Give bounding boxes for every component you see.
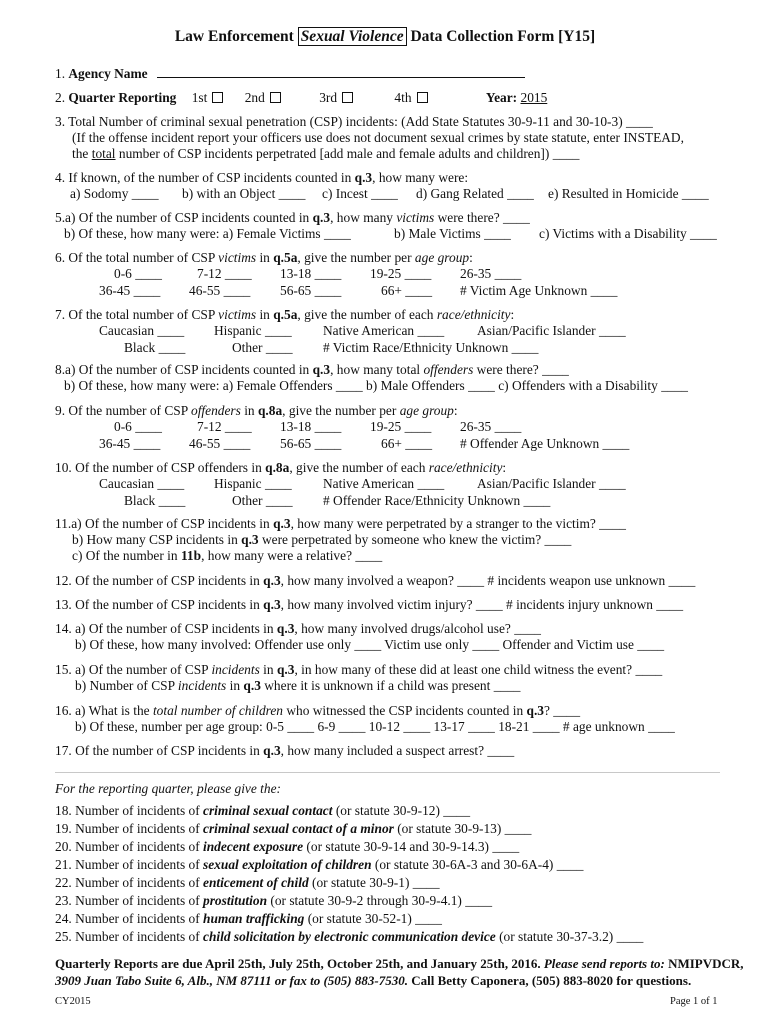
q15-incidents: incidents	[211, 662, 260, 677]
q15-b-in: in	[226, 678, 244, 693]
q4-b: , how many were:	[372, 170, 469, 185]
q1-agency-name	[55, 66, 525, 82]
q5-female: b) Of these, how many were: a) Female Victims ____	[64, 226, 351, 241]
q6-age-56-65: 56-65 ____	[280, 283, 342, 298]
q21-num: 21. Number of incidents of	[55, 857, 204, 872]
q4-object: b) with an Object ____	[182, 186, 306, 201]
q25-statute: (or statute 30-37-3.2) ____	[495, 929, 644, 944]
q7-hispanic: Hispanic ____	[214, 323, 292, 338]
q6-ref: q.5a	[273, 250, 298, 265]
q15-a	[55, 662, 662, 678]
q15-b-ref: q.3	[243, 678, 261, 693]
q15-b-text: b) Number of CSP	[75, 678, 178, 693]
q6-b: in	[256, 250, 274, 265]
q9-age-56-65: 56-65 ____	[280, 436, 342, 451]
q16-a-rest: ? ____	[544, 703, 581, 718]
q15-a-text: 15. a) Of the number of CSP	[55, 662, 212, 677]
q10-b: , give the number of each	[289, 460, 429, 475]
q6-age-7-12: 7-12 ____	[197, 266, 252, 281]
q9-age-0-6: 0-6 ____	[114, 419, 162, 434]
q25-term: child solicitation by electronic communication device	[203, 929, 496, 944]
q22-term: enticement of child	[203, 875, 309, 890]
q11-c-rest: , how many were a relative? ____	[201, 548, 383, 563]
q5-victims: victims	[396, 210, 435, 225]
section-divider	[55, 772, 720, 773]
q22-statute: (or statute 30-9-1) ____	[308, 875, 440, 890]
q9-age-13-18: 13-18 ____	[280, 419, 342, 434]
q7-b: in	[256, 307, 274, 322]
q24-term: human trafficking	[203, 911, 305, 926]
year-value: 2015	[520, 90, 548, 105]
footer-line1	[55, 955, 744, 972]
q11-a-text: 11.a) Of the number of CSP incidents in	[55, 516, 274, 531]
q7-native-american: Native American ____	[323, 323, 445, 338]
q10-caucasian: Caucasian ____	[99, 476, 185, 491]
q9-a: 9. Of the number of CSP	[55, 403, 192, 418]
q4-question	[55, 170, 468, 186]
q16-a-text: 16. a) What is the	[55, 703, 153, 718]
q10-native-american: Native American ____	[323, 476, 445, 491]
q23-num: 23. Number of incidents of	[55, 893, 204, 908]
q3-line3-b: number of CSP incidents perpetrated [add male and female adults and children]) ____	[115, 146, 580, 161]
q4-gang: d) Gang Related ____	[416, 186, 534, 201]
q6-age-group: age group	[414, 250, 470, 265]
q17	[55, 743, 514, 759]
q9-d: :	[453, 403, 458, 418]
q11-c	[72, 548, 382, 564]
q15-in: in	[259, 662, 277, 677]
q24-num: 24. Number of incidents of	[55, 911, 204, 926]
q22	[55, 875, 440, 891]
q8-a: 8.a) Of the number of CSP incidents counted in	[55, 362, 313, 377]
q12-b: , how many involved a weapon? ____ # incidents weapon use unknown ____	[280, 573, 696, 588]
q9-age-66plus: 66+ ____	[381, 436, 433, 451]
q10-other: Other ____	[232, 493, 293, 508]
q7-other: Other ____	[232, 340, 293, 355]
q7-grid	[99, 323, 719, 357]
footer-org: NMIPVDCR,	[664, 956, 744, 971]
q13-ref: q.3	[263, 597, 281, 612]
q20-num: 20. Number of incidents of	[55, 839, 204, 854]
q11-b-text: b) How many CSP incidents in	[72, 532, 242, 547]
quarter-intro: For the reporting quarter, please give the:	[55, 781, 281, 796]
q14-a-text: 14. a) Of the number of CSP incidents in	[55, 621, 277, 636]
q13-b: , how many involved victim injury? ____ # incidents injury unknown ____	[280, 597, 684, 612]
q6-age-46-55: 46-55 ____	[189, 283, 251, 298]
q16-ref: q.3	[526, 703, 544, 718]
q24	[55, 911, 442, 927]
q9-age-group: age group	[399, 403, 454, 418]
q14-a-rest: , how many involved drugs/alcohol use? ____	[294, 621, 541, 636]
q23-statute: (or statute 30-9-2 through 30-9-4.1) ____	[267, 893, 493, 908]
q10-black: Black ____	[124, 493, 186, 508]
year-label: Year	[485, 90, 513, 105]
q3-total: total	[91, 146, 116, 161]
q7-d: :	[510, 307, 515, 322]
q6-age-36-45: 36-45 ____	[99, 283, 161, 298]
footer-due: Quarterly Reports are due April 25th, July 25th, October 25th, and January 25th, 2016.	[55, 956, 544, 971]
q5-c: were there? ____	[434, 210, 530, 225]
q6-c: , give the number per	[297, 250, 415, 265]
q12-ref: q.3	[263, 573, 281, 588]
q4-ref: q.3	[354, 170, 373, 185]
q7-black: Black ____	[124, 340, 186, 355]
q7-race: race/ethnicity	[436, 307, 511, 322]
q19	[55, 821, 531, 837]
q6-age-26-35: 26-35 ____	[460, 266, 522, 281]
q9-age-36-45: 36-45 ____	[99, 436, 161, 451]
quarter-3rd-checkbox[interactable]	[342, 92, 353, 103]
q9-age-46-55: 46-55 ____	[189, 436, 251, 451]
q9-offenders: offenders	[191, 403, 241, 418]
q15-b-rest: where it is unknown if a child was present ____	[260, 678, 521, 693]
q17-ref: q.3	[263, 743, 281, 758]
q10-race-unknown: # Offender Race/Ethnicity Unknown ____	[323, 493, 551, 508]
q7-asian-pacific: Asian/Pacific Islander ____	[477, 323, 626, 338]
q11-a-rest: , how many were perpetrated by a stranger to the victim? ____	[290, 516, 626, 531]
q11-ref: q.3	[273, 516, 291, 531]
q5-ref: q.3	[312, 210, 331, 225]
q9-c: , give the number per	[282, 403, 400, 418]
q7-caucasian: Caucasian ____	[99, 323, 185, 338]
q2-number: 2.	[55, 90, 69, 105]
q21	[55, 857, 584, 873]
q11-b-rest: were perpetrated by someone who knew the victim? ____	[258, 532, 572, 547]
q3-line3-a: the	[72, 146, 92, 161]
q6-age-13-18: 13-18 ____	[280, 266, 342, 281]
q6-age-unknown: # Victim Age Unknown ____	[460, 283, 618, 298]
q18-term: criminal sexual contact	[203, 803, 333, 818]
q12	[55, 573, 695, 589]
q10-race: race/ethnicity	[428, 460, 503, 475]
q25-num: 25. Number of incidents of	[55, 929, 204, 944]
q18	[55, 803, 470, 819]
q19-term: criminal sexual contact of a minor	[203, 821, 394, 836]
q3-line1: 3. Total Number of criminal sexual penetration (CSP) incidents: (Add State Statutes 30-9-11 and 30-10-3) ____	[55, 114, 653, 129]
footer-contact: Call Betty Caponera, (505) 883-8020 for questions.	[407, 973, 692, 988]
title-post: Data Collection Form [Y15]	[410, 28, 596, 45]
q18-num: 18. Number of incidents of	[55, 803, 204, 818]
page-number: Page 1 of 1	[670, 996, 718, 1007]
q11-c-ref: 11b	[180, 548, 202, 563]
q6-grid	[99, 266, 714, 300]
quarter-2nd-label: 2nd	[244, 90, 265, 105]
q7-c: , give the number of each	[297, 307, 437, 322]
q17-a: 17. Of the number of CSP incidents in	[55, 743, 264, 758]
q10-question	[55, 460, 506, 476]
q21-statute: (or statute 30-6A-3 and 30-6A-4) ____	[371, 857, 584, 872]
q10-ref: q.8a	[265, 460, 290, 475]
q10-asian-pacific: Asian/Pacific Islander ____	[477, 476, 626, 491]
q6-age-66plus: 66+ ____	[381, 283, 433, 298]
q14-ref: q.3	[276, 621, 295, 636]
q20	[55, 839, 519, 855]
q16-total-children: total number of children	[152, 703, 283, 718]
agency-name-field[interactable]	[157, 66, 525, 78]
quarter-1st-checkbox[interactable]	[212, 92, 223, 103]
q9-ref: q.8a	[257, 403, 283, 418]
q20-term: indecent exposure	[203, 839, 304, 854]
q23-term: prostitution	[203, 893, 268, 908]
q1-number: 1.	[55, 66, 69, 81]
q7-a: 7. Of the total number of CSP	[55, 307, 219, 322]
q16-b: b) Of these, number per age group: 0-5 ____ 6-9 ____ 10-12 ____ 13-17 ____ 18-21 ____ # age unknown ____	[75, 719, 675, 734]
q11-b-ref: q.3	[241, 532, 259, 547]
q15-a-rest: , in how many of these did at least one child witness the event? ____	[294, 662, 663, 677]
q2-quarter-reporting: 2. Quarter Reporting 1st 2nd 3rd 4th Year: 2015	[55, 90, 548, 105]
q20-statute: (or statute 30-9-14 and 30-9-14.3) ____	[303, 839, 520, 854]
q4-incest: c) Incest ____	[322, 186, 398, 201]
q9-age-26-35: 26-35 ____	[460, 419, 522, 434]
q11-b	[72, 532, 571, 548]
q13	[55, 597, 683, 613]
q7-victims: victims	[218, 307, 257, 322]
footer-send: Please send reports to:	[543, 956, 665, 971]
q4-homicide: e) Resulted in Homicide ____	[548, 186, 709, 201]
form-title	[0, 28, 770, 46]
q16-a	[55, 703, 580, 719]
q1-label: Agency Name	[68, 66, 148, 81]
q9-question	[55, 403, 458, 419]
q5-male: b) Male Victims ____	[394, 226, 511, 241]
q6-age-19-25: 19-25 ____	[370, 266, 432, 281]
q2-label: Quarter Reporting	[68, 90, 177, 105]
q16-mid: who witnessed the CSP incidents counted in	[283, 703, 527, 718]
q10-grid	[99, 476, 719, 510]
q19-num: 19. Number of incidents of	[55, 821, 204, 836]
q9-age-unknown: # Offender Age Unknown ____	[460, 436, 630, 451]
q3-line3	[72, 146, 579, 162]
quarter-4th-label: 4th	[394, 90, 412, 105]
q5-a: 5.a) Of the number of CSP incidents counted in	[55, 210, 313, 225]
q7-question	[55, 307, 514, 323]
q6-victims: victims	[218, 250, 257, 265]
q15-b	[75, 678, 520, 694]
q22-num: 22. Number of incidents of	[55, 875, 204, 890]
q14-b: b) Of these, how many involved: Offender use only ____ Victim use only ____ Offender and Victim use ____	[75, 637, 665, 652]
q10-c: :	[502, 460, 507, 475]
quarter-3rd-label: 3rd	[319, 90, 338, 105]
title-boxed: Sexual Violence	[298, 27, 407, 46]
q5-items	[64, 226, 724, 242]
footer-address: 3909 Juan Tabo Suite 6, Alb., NM 87111 or fax to (505) 883-7530.	[55, 973, 408, 988]
q7-ref: q.5a	[273, 307, 298, 322]
q12-a: 12. Of the number of CSP incidents in	[55, 573, 264, 588]
q9-age-19-25: 19-25 ____	[370, 419, 432, 434]
q19-statute: (or statute 30-9-13) ____	[393, 821, 532, 836]
cy-label: CY2015	[55, 996, 91, 1007]
q5-question	[55, 210, 530, 226]
q21-term: sexual exploitation of children	[203, 857, 372, 872]
q8-question	[55, 362, 569, 378]
q4-a: 4. If known, of the number of CSP incidents counted in	[55, 170, 355, 185]
q17-b: , how many included a suspect arrest? ____	[280, 743, 515, 758]
q6-question	[55, 250, 473, 266]
q11-a	[55, 516, 626, 532]
quarter-1st-label: 1st	[191, 90, 208, 105]
q13-a: 13. Of the number of CSP incidents in	[55, 597, 264, 612]
quarter-4th-checkbox[interactable]	[417, 92, 428, 103]
q9-b: in	[240, 403, 258, 418]
q15-ref: q.3	[276, 662, 295, 677]
title-pre: Law Enforcement	[174, 28, 294, 45]
q5-disability: c) Victims with a Disability ____	[539, 226, 717, 241]
q8-ref: q.3	[312, 362, 331, 377]
q7-race-unknown: # Victim Race/Ethnicity Unknown ____	[323, 340, 539, 355]
q4-sodomy: a) Sodomy ____	[70, 186, 159, 201]
q6-a: 6. Of the total number of CSP	[55, 250, 219, 265]
quarter-2nd-checkbox[interactable]	[270, 92, 281, 103]
q15-b-incidents: incidents	[177, 678, 227, 693]
q10-hispanic: Hispanic ____	[214, 476, 292, 491]
q24-statute: (or statute 30-52-1) ____	[304, 911, 442, 926]
q8-b: , how many total	[330, 362, 424, 377]
footer-instructions	[55, 955, 744, 989]
q5-b: , how many	[330, 210, 397, 225]
q11-c-text: c) Of the number in	[72, 548, 181, 563]
q8-line2: b) Of these, how many were: a) Female Offenders ____ b) Male Offenders ____ c) Offenders with a Disability ____	[64, 378, 688, 393]
q3-line2: (If the offense incident report your officers use does not document sexual crimes by state statute, enter INSTEAD,	[72, 130, 684, 145]
q23	[55, 893, 492, 909]
q6-age-0-6: 0-6 ____	[114, 266, 162, 281]
q14-a	[55, 621, 541, 637]
q6-d: :	[469, 250, 473, 265]
q9-grid	[99, 419, 714, 453]
q25	[55, 929, 643, 945]
q18-statute: (or statute 30-9-12) ____	[332, 803, 471, 818]
q4-items	[70, 186, 720, 202]
q10-a: 10. Of the number of CSP offenders in	[55, 460, 266, 475]
footer-line2	[55, 972, 744, 989]
q8-c: were there? ____	[473, 362, 569, 377]
q9-age-7-12: 7-12 ____	[197, 419, 252, 434]
q8-offenders: offenders	[423, 362, 474, 377]
